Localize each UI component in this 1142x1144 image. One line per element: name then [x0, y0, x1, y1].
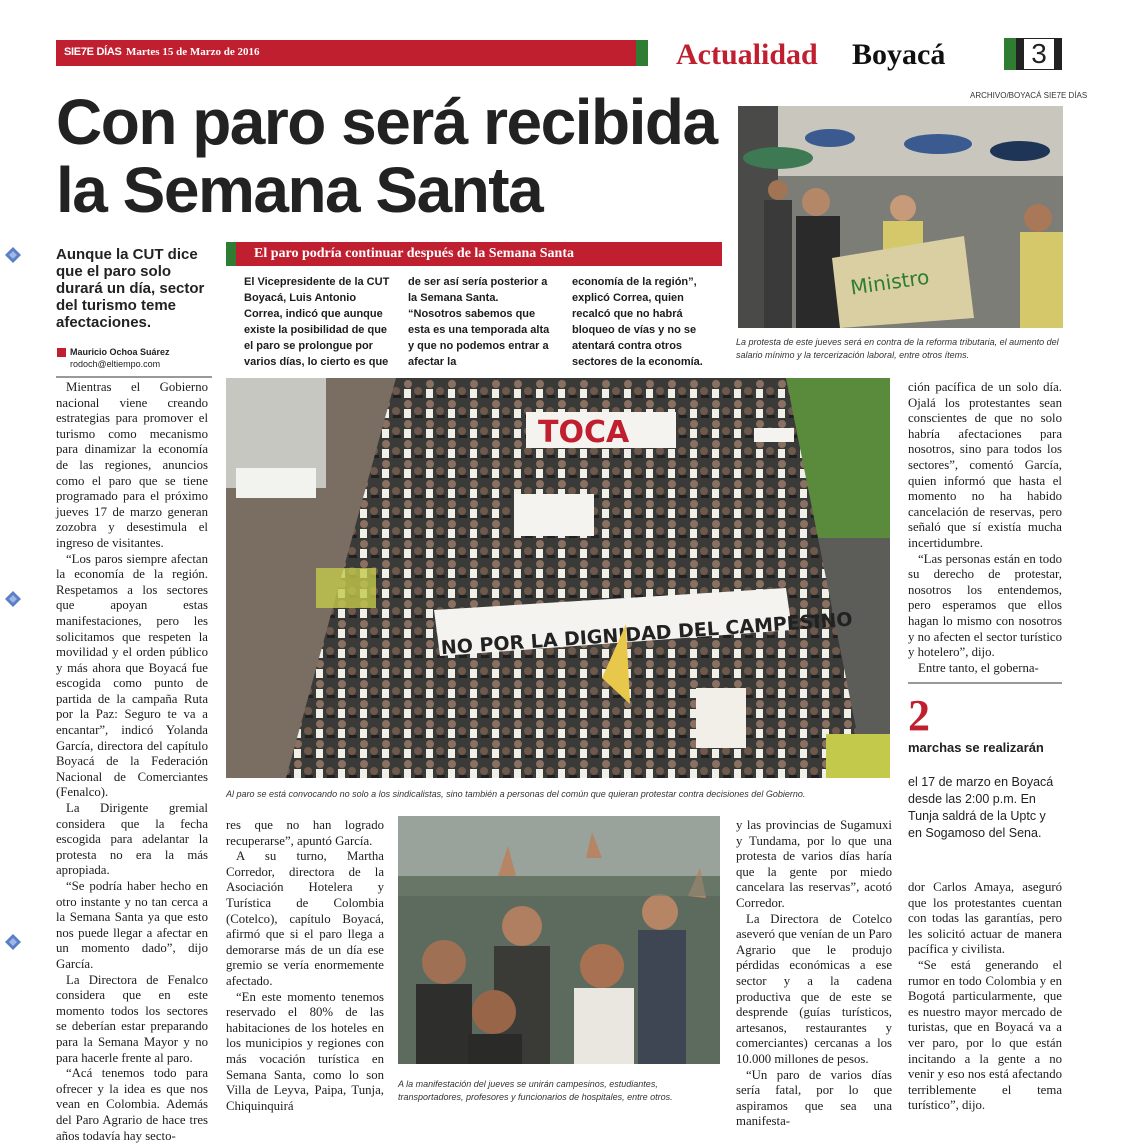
page-nav-marker-icon[interactable]: [4, 933, 22, 951]
intro-col-2: de ser así sería posterior a la Semana Santa. “Nosotros sabemos que esta es una temporada alta y que no podemos entrar a afectar la: [408, 276, 550, 368]
paragraph: La Directora de Fenalco considera que en este momento todos los sectores se deberían estar preparando para la Semana Mayor y no para hacerle frente al paro.: [56, 972, 208, 1065]
caption-bottom: A la manifestación del jueves se unirán campesinos, estudiantes, transportadores, profesores y funcionarios de hospitales, entre otros.: [398, 1079, 673, 1102]
paragraph: dor Carlos Amaya, aseguró que los protestantes cuentan con todas las garantías, pero les solicitó actuar de manera pacífica y civilista.: [908, 880, 1062, 957]
page-number-box: [1004, 38, 1062, 70]
paragraph: “Un paro de varios días sería fatal, por lo que aspiramos que sea una manifesta-: [736, 1067, 892, 1129]
body-column-2: [226, 818, 384, 1113]
section-title-black: Boyacá: [852, 38, 946, 71]
paragraph: Entre tanto, el goberna-: [918, 660, 1039, 675]
author-email[interactable]: rodoch@eltiempo.com: [70, 359, 161, 369]
body-column-4-bottom: [908, 880, 1062, 1113]
factbox-divider: [908, 682, 1062, 684]
paragraph: y las provincias de Sugamuxi y Tundama, por lo que una protesta de varios días haría que la gente por miedo cancelara las reservas”, acotó Corredor.: [736, 818, 892, 910]
paragraph: ción pacífica de un solo día. Ojalá los protestantes sean conscientes de que no solo habría afectaciones para nosotros, sino para todos los sectores”, comentó García, quien informó que hasta el momento no ha habido cancelación de reservas, pero señaló que sí existía mucha incertidumbre.: [908, 380, 1062, 550]
byline-marker: [57, 348, 66, 357]
caption-top: La protesta de este jueves será en contra de la reforma tributaria, el aumento del salario mínimo y la tercerización laboral, entre otros ítems.: [736, 337, 1059, 360]
photo-credit: ARCHIVO/BOYACÁ SIE7E DÍAS: [970, 91, 1088, 100]
factbox-title: marchas se realizarán: [908, 740, 1044, 755]
subhead: El paro podría continuar después de la Semana Santa: [254, 246, 574, 261]
paragraph: La Directora de Cotelco aseveró que venían de un Paro Agrario que le produjo pérdidas económicas a ese sector y a la cadena productiva que de este se desprende (guías turísticos, artesanos, restaurantes y comerciantes) cercanas a los 10.000 millones de pesos.: [736, 911, 892, 1066]
headline: [56, 88, 736, 224]
paragraph: “Acá tenemos todo para ofrecer y la idea es que nos vean en Colombia. Además del Paro Agrario de hace tres años todavía hay secto-: [56, 1066, 208, 1143]
header-accent: [636, 40, 648, 66]
factbox-text: el 17 de marzo en Boyacá desde las 2:00 p.m. En Tunja saldrá de la Uptc y en Sogamoso del Sena.: [908, 775, 1054, 840]
protest-photo-top: [738, 106, 1063, 328]
paragraph: “En este momento tenemos reservado el 80% de las habitaciones de los hoteles en los municipios y regiones con más vocación turística en Semana Santa, como lo son Villa de Leyva, Paipa, Tunja, Chiquinquirá: [226, 989, 384, 1113]
paragraph: La Dirigente gremial considera que la fecha escogida para adelantar la protesta no era la más apropiada.: [56, 801, 208, 878]
photo-banner-campesino: NO POR LA DIGNIDAD DEL CAMPESINO: [440, 608, 854, 660]
intro-col-1: El Vicepresidente de la CUT Boyacá, Luis Antonio Correa, indicó que aunque existe la posibilidad de que el paro se prolongue por varios días, lo cierto es que: [244, 276, 390, 368]
factbox-number: 2: [908, 691, 930, 740]
protest-photo-bottom: [398, 816, 720, 1064]
body-column-3: [736, 818, 892, 1129]
caption-middle: Al paro se está convocando no solo a los sindicalistas, sino también a personas del común que quieran protestar contra decisiones del Gobierno.: [226, 789, 806, 799]
header-bar: [56, 40, 648, 66]
paragraph: “Los paros siempre afectan la economía de la región. Respetamos a los sectores que apoyan estas manifestaciones, pero les solicitamos que respeten la movilidad y el orden público y más ahora que Boyacá fue escogida como punto de partida de la campaña Ruta por la Paz: Seguro te va a encantar”, indicó Yolanda García, directora del capítulo Boyacá de la Federación Nacional de Comerciantes (Fenalco).: [56, 551, 208, 800]
paragraph: A su turno, Martha Corredor, directora de la Asociación Hotelera y Turística de Colombia (Cotelco), capítulo Boyacá, afirmó que si el paro llega a demorarse más de un día ese gremio se vería enormemente afectado.: [226, 849, 384, 988]
subhead-bar: [226, 242, 722, 266]
page-nav-marker-icon[interactable]: [4, 590, 22, 608]
paragraph: “Las personas están en todo su derecho de protestar, nosotros los entendemos, pero esperamos que ellos hagan lo mismo con nosotros y no afecten el sector turístico y hotelero”, dijo.: [908, 551, 1062, 660]
headline-line-2: la Semana Santa: [56, 154, 543, 226]
deck: Aunque la CUT dice que el paro solo durará un día, sector del turismo teme afectaciones.: [56, 246, 205, 331]
paragraph: “Se está generando el rumor en todo Colombia y en Bogotá particularmente, que es nuestro mayor mercado de turistas, que en Boyacá va a ver paro, por lo que están incitando a la gente a no venir y eso nos está afectando terriblemente el tema turístico”, dijo.: [908, 957, 1062, 1113]
divider: [56, 376, 212, 378]
paragraph: “Se podría haber hecho en otro instante y no tan cerca a la Semana Santa ya que esto nos puede llegar a afectar en un momento dado”, dijo García.: [56, 879, 208, 971]
page-number: 3: [1024, 39, 1054, 69]
author-name: Mauricio Ochoa Suárez: [70, 347, 170, 357]
page-nav-marker-icon[interactable]: [4, 246, 22, 264]
paragraph: Mientras el Gobierno nacional viene creando estrategias para promover el turismo como mecanismo para dinamizar la economía de las regiones, anuncios como el paro que se tiene programado para el próximo jueves 17 de marzo generan zozobra y desestimula el ingreso de visitantes.: [56, 380, 208, 550]
photo-banner-toca: TOCA: [538, 415, 630, 450]
headline-line-1: Con paro será recibida: [56, 86, 717, 158]
byline: [70, 346, 170, 370]
issue-date: Martes 15 de Marzo de 2016: [126, 46, 260, 58]
intro-col-3: economía de la región”, explicó Correa, quien recalcó que no habrá bloqueo de vías y no se atentará contra otros sectores de la economía.: [572, 276, 703, 368]
brand-name: SIE7E DÍAS: [64, 46, 122, 58]
paragraph: res que no han logrado recuperarse”, apuntó García.: [226, 818, 384, 848]
body-column-1: [56, 380, 208, 1143]
protest-photo-main: [226, 378, 890, 778]
section-title-red: Actualidad: [676, 38, 818, 71]
body-column-4-top: [908, 380, 1062, 675]
photo-sign-text: Ministro: [848, 264, 931, 300]
